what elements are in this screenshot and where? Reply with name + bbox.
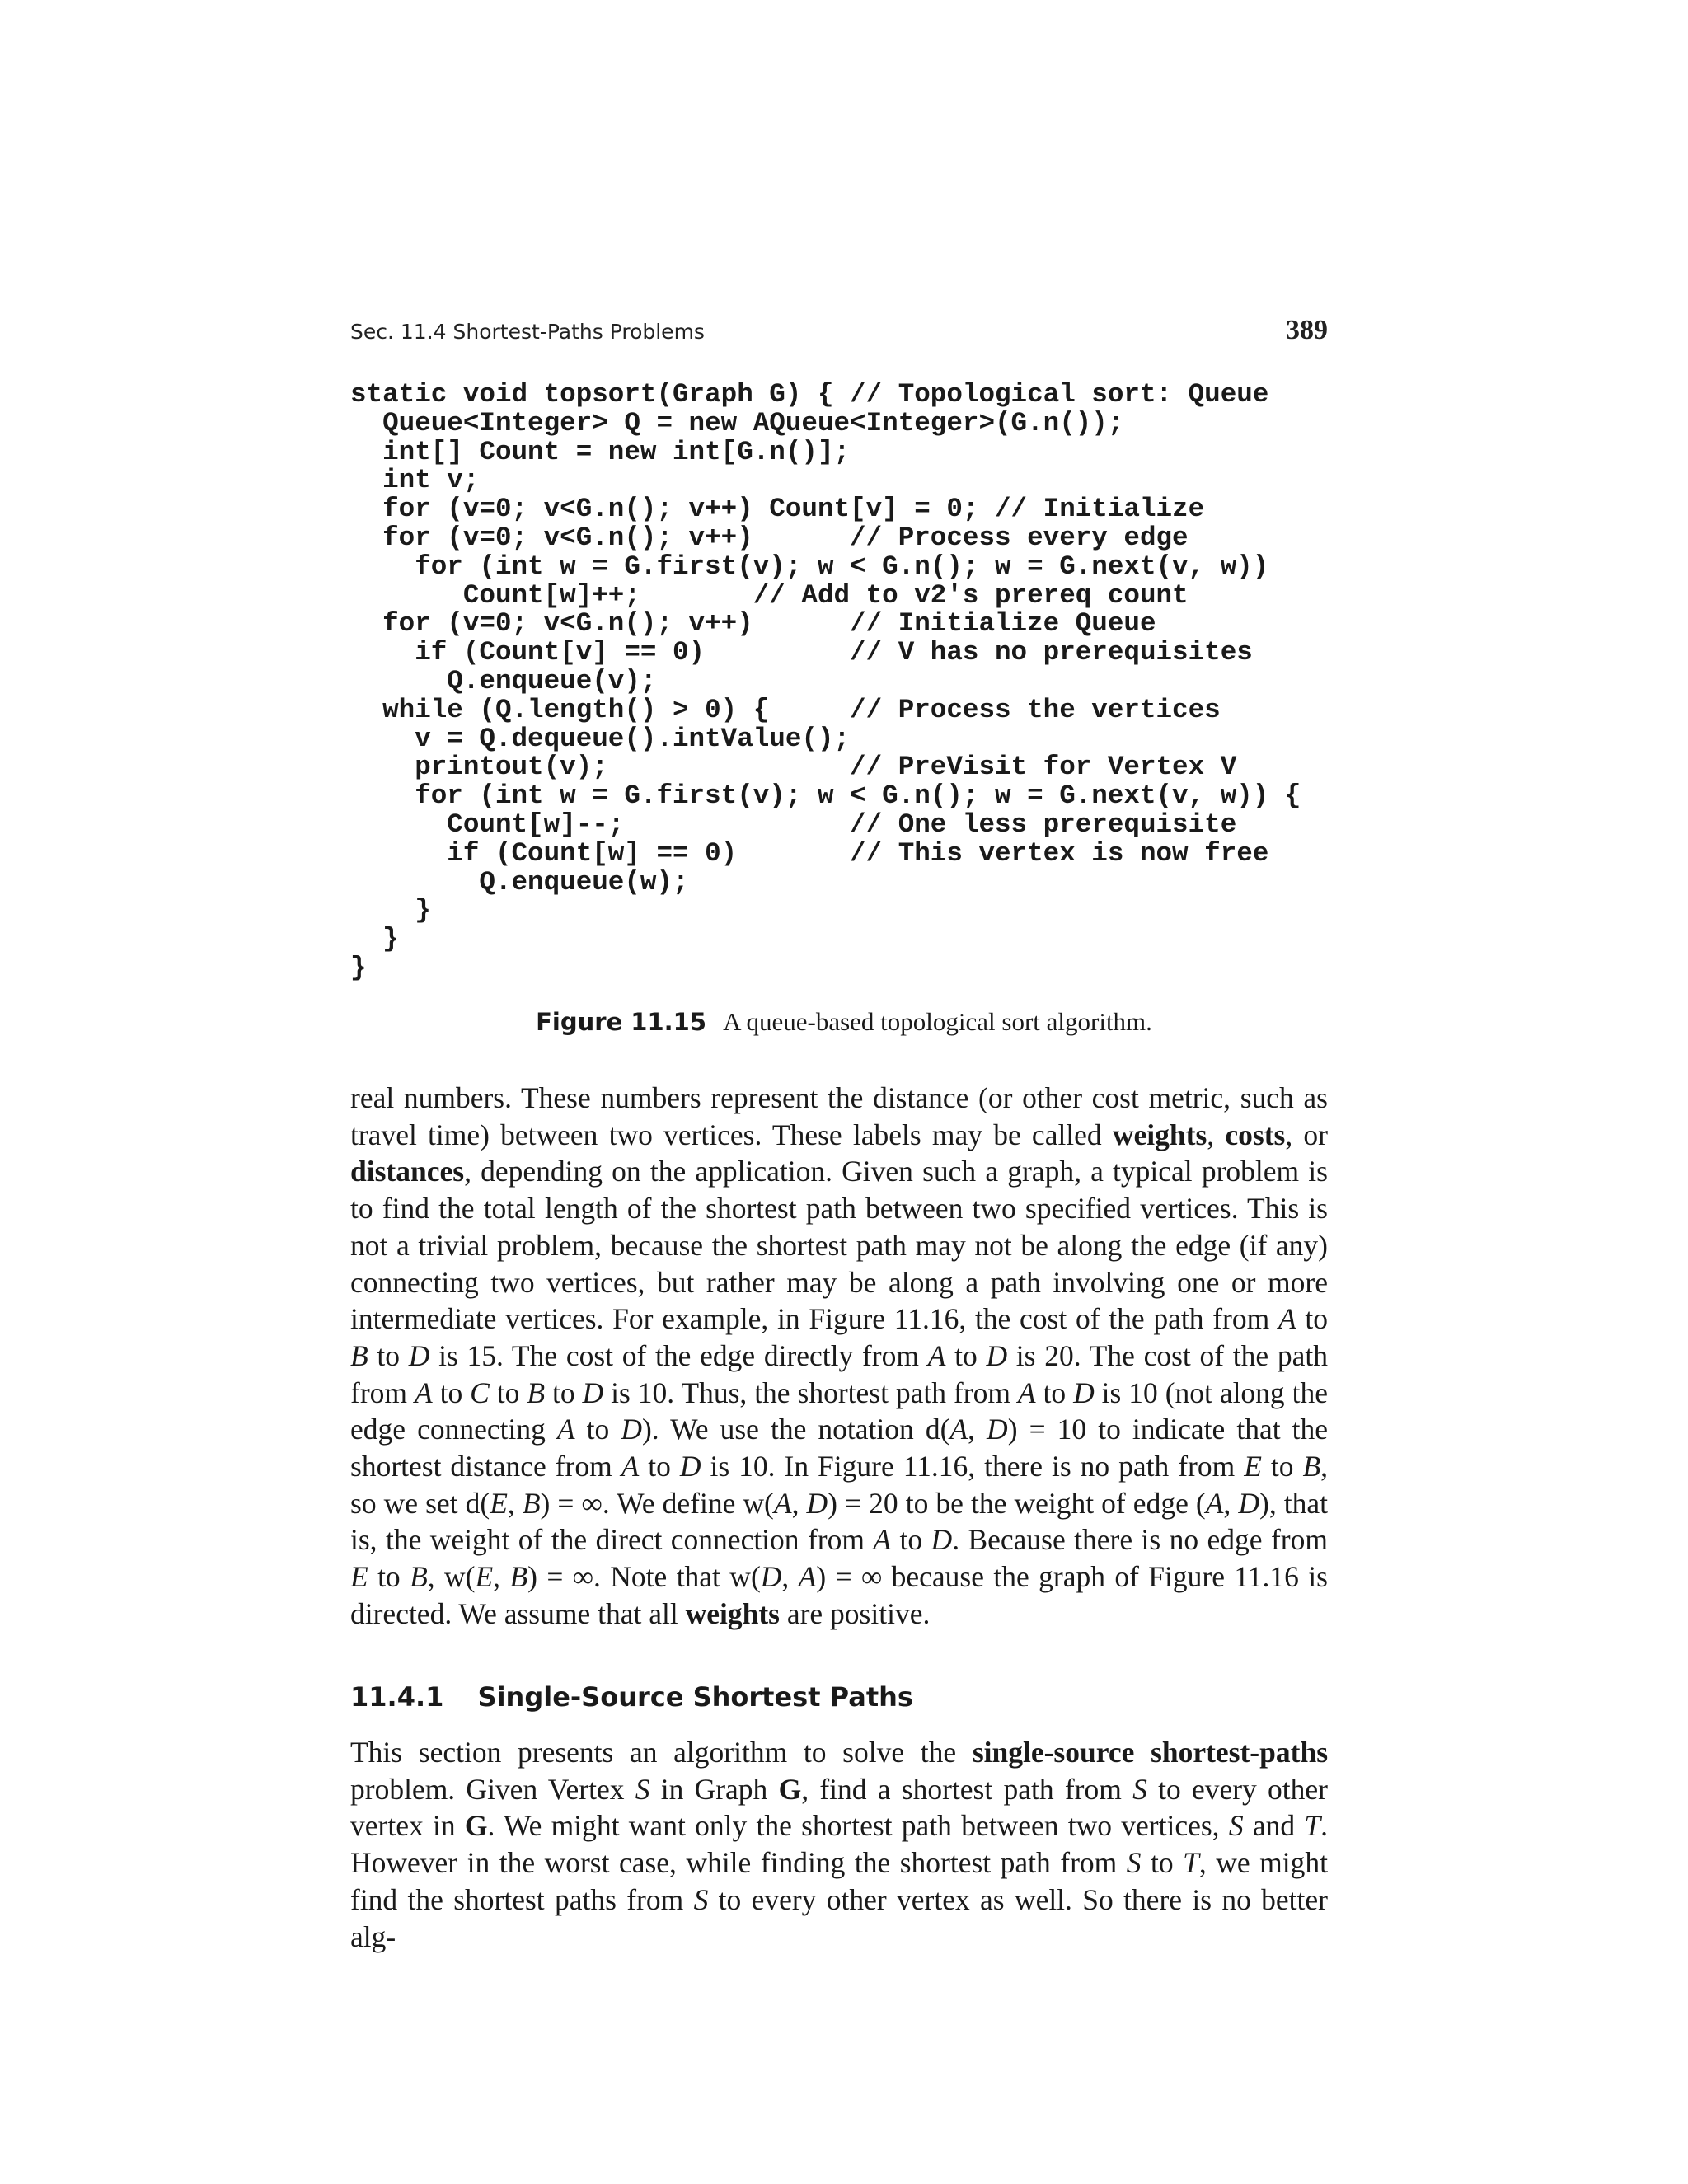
code-line: }: [382, 924, 399, 955]
code-line: Q.enqueue(v);: [447, 665, 657, 696]
section-number: 11.4.1: [350, 1681, 444, 1713]
code-line: Count[w]++; // Add to v2's prereq count: [462, 579, 1189, 611]
paragraph-distances: real numbers. These numbers represent the distance (or other cost metric, such as travel time) between two vertices. These labels may be called weights, costs, or distances, depending on the application. Given such a graph, a typical problem is to find the total length of the shortest path between two specified vertices. This is not a trivial problem, because the shortest path may not be along the edge (if any) connecting two vertices, but rather may be along a path involving one or more intermediate vertices. For example, in Figure 11.16, the cost of the path from A to B to D is 15. The cost of the edge directly from A to D is 20. The cost of the path from A to C to B to D is 10. Thus, the shortest path from A to D is 10 (not along the edge connecting A to D). We use the notation d(A, D) = 10 to indicate that the shortest distance from A to D is 10. In Figure 11.16, there is no path from E to B, so we set d(E, B) = ∞. We define w(A, D) = 20 to be the weight of edge (A, D), that is, the weight of the direct connection from A to D. Because there is no edge from E to B, w(E, B) = ∞. Note that w(D, A) = ∞ because the graph of Figure 11.16 is directed. We assume that all weights are positive.: [350, 1081, 1329, 1630]
code-line: for (int w = G.first(v); w < G.n(); w = G.next(v, w)) {: [415, 780, 1301, 812]
code-line: }: [350, 952, 367, 983]
code-line: if (Count[w] == 0) // This vertex is now free: [447, 837, 1269, 869]
figure-caption-text: A queue-based topological sort algorithm.: [723, 1007, 1152, 1036]
code-listing: [350, 381, 1301, 983]
code-line: for (v=0; v<G.n(); v++) // Process every edge: [382, 522, 1189, 553]
code-line: Count[w]--; // One less prerequisite: [447, 808, 1237, 840]
section-title: Single-Source Shortest Paths: [477, 1681, 913, 1713]
code-line: Queue<Integer> Q = new AQueue<Integer>(G.n());: [382, 407, 1124, 438]
code-line: static void topsort(Graph G) { // Topological sort: Queue: [350, 379, 1269, 410]
code-line: while (Q.length() > 0) { // Process the vertices: [382, 694, 1221, 725]
section-heading: [350, 1681, 913, 1713]
code-line: for (v=0; v<G.n(); v++) Count[v] = 0; // Initialize: [382, 494, 1205, 525]
code-line: for (int w = G.first(v); w < G.n(); w = G.next(v, w)): [415, 551, 1269, 582]
code-line: for (v=0; v<G.n(); v++) // Initialize Queue: [382, 608, 1156, 640]
code-line: Q.enqueue(w);: [479, 866, 689, 898]
page-header: [350, 316, 1328, 358]
page-number: 389: [1286, 315, 1328, 345]
code-line: v = Q.dequeue().intValue();: [415, 723, 851, 754]
code-line: if (Count[v] == 0) // V has no prerequisites: [415, 637, 1253, 668]
code-line: int v;: [382, 465, 480, 496]
running-head: Sec. 11.4 Shortest-Paths Problems: [350, 320, 705, 344]
paragraph-single-source: This section presents an algorithm to solve the single-source shortest-paths problem. Given Vertex S in Graph G, find a shortest path from S to every other vertex in G. We might want only the shortest path between two vertices, S and T. However in the worst case, while finding the shortest path from S to T, we might find the shortest paths from S to every other vertex as well. So there is no better alg-: [350, 1736, 1329, 1953]
code-line: }: [415, 895, 431, 926]
figure-label: Figure 11.15: [536, 1008, 707, 1036]
code-line: int[] Count = new int[G.n()];: [382, 436, 851, 467]
code-line: printout(v); // PreVisit for Vertex V: [415, 752, 1237, 783]
figure-caption: [0, 1007, 1688, 1037]
